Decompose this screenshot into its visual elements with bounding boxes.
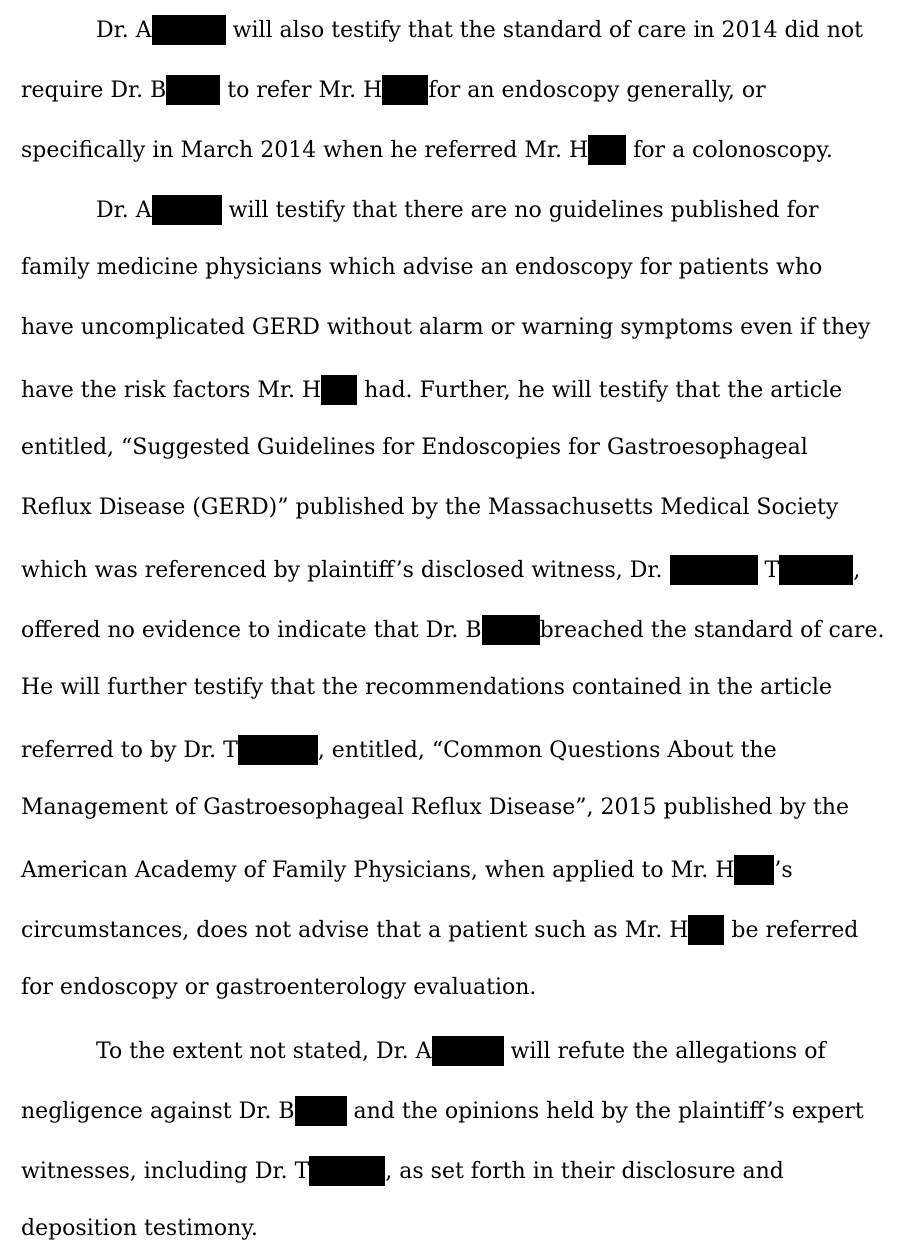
text-segment: which was referenced by plaintiff’s disclosed witness, Dr. (21, 558, 670, 583)
text-line (21, 375, 842, 405)
redaction-box (482, 615, 540, 645)
text-line (96, 15, 863, 45)
text-line (21, 1156, 784, 1186)
text-segment: Dr. A (96, 198, 152, 223)
text-segment: Reflux Disease (GERD)” published by the Massachusetts Medical Society (21, 495, 839, 520)
text-segment: be referred (724, 918, 859, 943)
text-segment: had. Further, he will testify that the article (357, 378, 843, 403)
text-segment: for endoscopy or gastroenterology evaluation. (21, 975, 537, 1000)
text-segment: referred to by Dr. T (21, 738, 238, 763)
text-segment: circumstances, does not advise that a patient such as Mr. H (21, 918, 689, 943)
text-segment: He will further testify that the recommendations contained in the article (21, 675, 832, 700)
text-line (21, 675, 832, 701)
text-segment: Management of Gastroesophageal Reflux Disease”, 2015 published by the (21, 795, 849, 820)
text-segment: for an endoscopy generally, or (428, 78, 766, 103)
redaction-box (238, 735, 318, 765)
redaction-box (670, 555, 758, 585)
text-line (21, 135, 833, 165)
text-segment: for a colonoscopy. (626, 138, 833, 163)
redaction-box (152, 195, 222, 225)
redaction-box (779, 555, 853, 585)
text-segment: will refute the allegations of (503, 1039, 826, 1064)
text-segment: negligence against Dr. B (21, 1099, 295, 1124)
redaction-box (152, 15, 226, 45)
text-segment: have uncomplicated GERD without alarm or warning symptoms even if they (21, 315, 871, 340)
text-segment: to refer Mr. H (220, 78, 383, 103)
text-segment: require Dr. B (21, 78, 167, 103)
redaction-box (432, 1036, 504, 1066)
text-line (96, 195, 819, 225)
text-line (21, 555, 860, 585)
redaction-box (321, 375, 357, 405)
text-segment: American Academy of Family Physicians, when applied to Mr. H (21, 858, 735, 883)
text-line (21, 795, 849, 821)
text-segment: will testify that there are no guidelines published for (221, 198, 819, 223)
text-line (21, 975, 536, 1001)
redaction-box (734, 855, 774, 885)
text-segment: witnesses, including Dr. T (21, 1159, 310, 1184)
redaction-box (382, 75, 428, 105)
text-segment: specifically in March 2014 when he referred Mr. H (21, 138, 589, 163)
text-segment: breached the standard of care. (539, 618, 885, 643)
text-line (21, 735, 777, 765)
text-segment: T (757, 558, 780, 583)
text-segment: , entitled, “Common Questions About the (317, 738, 777, 763)
text-line (21, 75, 766, 105)
text-segment: Dr. A (96, 18, 152, 43)
text-line (21, 435, 808, 461)
text-line (21, 855, 793, 885)
redaction-box (166, 75, 220, 105)
text-segment: , as set forth in their disclosure and (385, 1159, 784, 1184)
text-segment: and the opinions held by the plaintiff’s expert (346, 1099, 864, 1124)
redaction-box (309, 1156, 385, 1186)
text-line (21, 1216, 258, 1242)
text-segment: , (853, 558, 861, 583)
text-segment: entitled, “Suggested Guidelines for Endoscopies for Gastroesophageal (21, 435, 808, 460)
text-segment: deposition testimony. (21, 1216, 258, 1241)
text-line (96, 1036, 826, 1066)
text-segment: have the risk factors Mr. H (21, 378, 322, 403)
redaction-box (688, 915, 724, 945)
text-segment: ’s (774, 858, 793, 883)
text-line (21, 255, 822, 281)
text-line (21, 495, 838, 521)
text-line (21, 1096, 864, 1126)
text-segment: will also testify that the standard of care in 2014 did not (225, 18, 863, 43)
text-segment: To the extent not stated, Dr. A (96, 1039, 432, 1064)
text-line (21, 615, 884, 645)
text-line (21, 915, 858, 945)
redaction-box (295, 1096, 347, 1126)
text-segment: offered no evidence to indicate that Dr. B (21, 618, 482, 643)
redaction-box (588, 135, 626, 165)
text-line (21, 315, 870, 341)
text-segment: family medicine physicians which advise an endoscopy for patients who (21, 255, 823, 280)
